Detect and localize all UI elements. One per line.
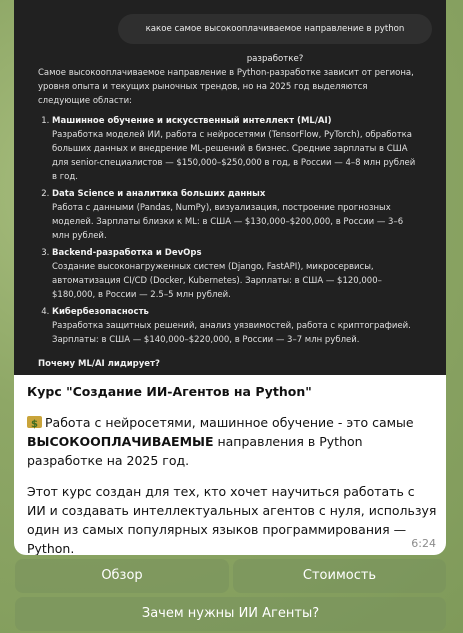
why-heading: Почему ML/AI лидирует?: [38, 359, 160, 369]
post-paragraph-1: [27, 413, 437, 470]
message-time: 6:24: [411, 537, 436, 550]
item-title: Backend-разработка и DevOps: [52, 248, 202, 258]
item-title: Машинное обучение и искусственный интеллект (ML/AI): [52, 116, 332, 126]
list-item: [52, 187, 420, 243]
user-question-text: какое самое высокооплачиваемое направление в python разработке?: [145, 24, 405, 64]
para1-end: направления в Python разработке на 2025 год.: [27, 434, 363, 468]
item-text: Разработка защитных решений, анализ уязвимостей, работа с криптографией. Зарплаты: в США — $140,000–$220,000, в России — 3–7 млн рублей.: [52, 321, 411, 345]
chat-screenshot-image: [14, 0, 446, 375]
post-title: Курс "Создание ИИ-Агентов на Python": [27, 384, 312, 399]
para1-bold: ВЫСОКООПЛАЧИВАЕМЫЕ: [27, 434, 214, 449]
why-agents-button-label: Зачем нужны ИИ Агенты?: [141, 606, 320, 621]
overview-button[interactable]: [15, 559, 229, 593]
overview-button-label: Обзор: [101, 568, 143, 583]
assistant-answer: [38, 66, 420, 375]
para1-start: Работа с нейросетями, машинное обучение - это самые: [45, 415, 414, 430]
list-item: [52, 114, 420, 184]
answer-list: [38, 114, 420, 347]
money-icon: [27, 416, 42, 428]
item-text: Работа с данными (Pandas, NumPy), визуализация, построение прогнозных моделей. Зарплаты близки к ML: в США — $130,000–$200,000, в России — 3–6 млн рублей.: [52, 203, 404, 241]
user-question-bubble: [118, 14, 432, 64]
item-text: Создание высоконагруженных систем (Django, FastAPI), микросервисы, автоматизация CI/CD (Docker, Kubernetes). Зарплаты: в США — $120,000–$180,000, в России — 2.5–5 млн рублей.: [52, 262, 382, 300]
item-text: Разработка моделей ИИ, работа с нейросетями (TensorFlow, PyTorch), обработка больших данных и внедрение ML-решений в бизнес. Средние зарплаты в США для senior-специалистов — $150,000–$250,000 в год, в России — 4–8 млн рублей в год.: [52, 130, 416, 182]
message-text: [27, 383, 437, 555]
item-title: Кибербезопасность: [52, 307, 149, 317]
price-button-label: Стоимость: [302, 568, 377, 583]
price-button[interactable]: [233, 559, 446, 593]
item-title: Data Science и аналитика больших данных: [52, 189, 266, 199]
post-paragraph-2: Этот курс создан для тех, кто хочет научиться работать с ИИ и создавать интеллектуальных агентов с нуля, используя один из самых популярных языков программирования — Python.: [27, 484, 437, 555]
message-bubble: [14, 0, 446, 555]
why-agents-button[interactable]: [15, 597, 446, 631]
answer-intro: Самое высокооплачиваемое направление в Python-разработке зависит от региона, уровня опыта и текущих рыночных трендов, но на 2025 год выделяются следующие области:: [38, 68, 414, 106]
list-item: [52, 246, 420, 302]
list-item: [52, 305, 420, 347]
